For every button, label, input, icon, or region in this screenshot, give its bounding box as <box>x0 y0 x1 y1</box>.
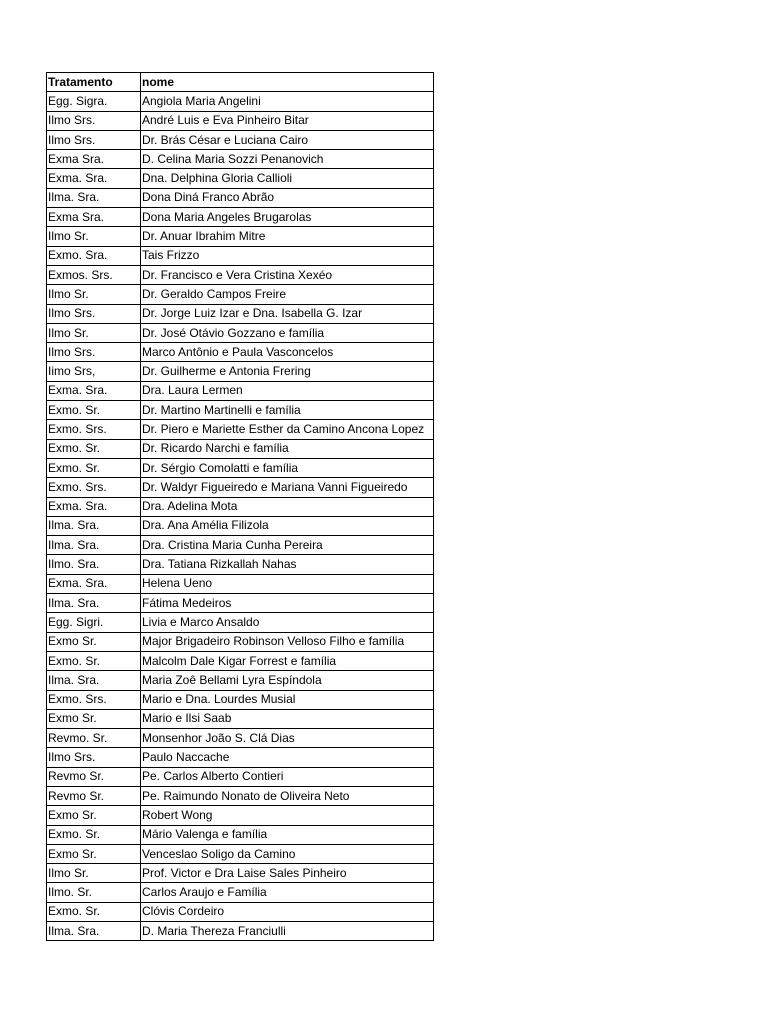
tratamento-cell[interactable]: Exmo. Sr. <box>47 651 141 670</box>
table-row <box>47 825 434 844</box>
table-row <box>47 111 434 130</box>
nome-cell[interactable]: Tais Frizzo <box>141 246 434 265</box>
nome-cell[interactable]: Livia e Marco Ansaldo <box>141 613 434 632</box>
nome-cell[interactable]: Carlos Araujo e Família <box>141 883 434 902</box>
tratamento-cell[interactable]: Exmo Sr. <box>47 632 141 651</box>
tratamento-cell[interactable]: Ilmo Srs. <box>47 111 141 130</box>
table-row <box>47 574 434 593</box>
nome-cell[interactable]: Maria Zoê Bellami Lyra Espíndola <box>141 671 434 690</box>
table-row <box>47 748 434 767</box>
table-row <box>47 381 434 400</box>
table-row <box>47 458 434 477</box>
table-row <box>47 246 434 265</box>
tratamento-cell[interactable]: Exmo Sr. <box>47 709 141 728</box>
nome-cell[interactable]: Dr. Piero e Mariette Esther da Camino Ancona Lopez <box>141 420 434 439</box>
table-row <box>47 343 434 362</box>
nome-cell[interactable]: Paulo Naccache <box>141 748 434 767</box>
table-row <box>47 594 434 613</box>
tratamento-cell[interactable]: Exmo. Sra. <box>47 246 141 265</box>
nome-cell[interactable]: Pe. Carlos Alberto Contieri <box>141 767 434 786</box>
table-row <box>47 632 434 651</box>
tratamento-cell[interactable]: Exmo. Srs. <box>47 420 141 439</box>
table-row <box>47 285 434 304</box>
tratamento-cell[interactable]: Ilmo Srs. <box>47 304 141 323</box>
table-row <box>47 555 434 574</box>
table-row <box>47 651 434 670</box>
nome-cell[interactable]: Dr. Guilherme e Antonia Frering <box>141 362 434 381</box>
spreadsheet-area <box>46 72 434 941</box>
table-body <box>47 92 434 941</box>
tratamento-cell[interactable]: Exmo Sr. <box>47 806 141 825</box>
header-row <box>47 73 434 92</box>
table-row <box>47 536 434 555</box>
tratamento-cell[interactable]: Exma Sra. <box>47 208 141 227</box>
tratamento-cell[interactable]: Exma. Sra. <box>47 574 141 593</box>
nome-cell[interactable]: Dr. Francisco e Vera Cristina Xexéo <box>141 265 434 284</box>
nome-cell[interactable]: Dr. Jorge Luiz Izar e Dna. Isabella G. Izar <box>141 304 434 323</box>
nome-cell[interactable]: Dr. Geraldo Campos Freire <box>141 285 434 304</box>
nome-cell[interactable]: Dra. Cristina Maria Cunha Pereira <box>141 536 434 555</box>
nome-cell[interactable]: Mario e Ilsi Saab <box>141 709 434 728</box>
tratamento-cell[interactable]: Exmo. Sr. <box>47 902 141 921</box>
table-row <box>47 227 434 246</box>
tratamento-cell[interactable]: Ilmo Srs. <box>47 343 141 362</box>
header-tratamento[interactable]: Tratamento <box>47 73 141 92</box>
nome-cell[interactable]: Monsenhor João S. Clá Dias <box>141 729 434 748</box>
table-row <box>47 439 434 458</box>
tratamento-cell[interactable]: Exma. Sra. <box>47 169 141 188</box>
nome-cell[interactable]: Fátima Medeiros <box>141 594 434 613</box>
table-row <box>47 844 434 863</box>
tratamento-cell[interactable]: Ilma. Sra. <box>47 922 141 941</box>
nome-cell[interactable]: Marco Antônio e Paula Vasconcelos <box>141 343 434 362</box>
nome-cell[interactable]: Dra. Ana Amélia Filizola <box>141 516 434 535</box>
nome-cell[interactable]: Clóvis Cordeiro <box>141 902 434 921</box>
table-row <box>47 497 434 516</box>
table-row <box>47 729 434 748</box>
nome-cell[interactable]: André Luis e Eva Pinheiro Bitar <box>141 111 434 130</box>
nome-cell[interactable]: Dr. Brás César e Luciana Cairo <box>141 130 434 149</box>
table-row <box>47 902 434 921</box>
tratamento-cell[interactable]: Ilmo Srs. <box>47 130 141 149</box>
table-row <box>47 362 434 381</box>
tratamento-cell[interactable]: Ilma. Sra. <box>47 594 141 613</box>
nome-cell[interactable]: Dona Diná Franco Abrão <box>141 188 434 207</box>
nome-cell[interactable]: Dr. Martino Martinelli e família <box>141 401 434 420</box>
tratamento-cell[interactable]: Ilmo Sr. <box>47 323 141 342</box>
nome-cell[interactable]: Dr. José Otávio Gozzano e família <box>141 323 434 342</box>
table-row <box>47 883 434 902</box>
tratamento-cell[interactable]: Ilmo Srs. <box>47 748 141 767</box>
table-row <box>47 208 434 227</box>
nome-cell[interactable]: Dra. Adelina Mota <box>141 497 434 516</box>
tratamento-cell[interactable]: Ilma. Sra. <box>47 536 141 555</box>
tratamento-cell[interactable]: Exmo. Sr. <box>47 439 141 458</box>
nome-cell[interactable]: D. Maria Thereza Franciulli <box>141 922 434 941</box>
tratamento-cell[interactable]: Exmo. Srs. <box>47 478 141 497</box>
table-row <box>47 401 434 420</box>
tratamento-cell[interactable]: Exmo. Sr. <box>47 458 141 477</box>
tratamento-cell[interactable]: Exmo. Sr. <box>47 401 141 420</box>
table-row <box>47 150 434 169</box>
nome-cell[interactable]: Mário Valenga e família <box>141 825 434 844</box>
tratamento-cell[interactable]: Ilmo Sr. <box>47 227 141 246</box>
tratamento-cell[interactable]: Ilma. Sra. <box>47 671 141 690</box>
table-row <box>47 671 434 690</box>
tratamento-cell[interactable]: Ilma. Sra. <box>47 188 141 207</box>
table-row <box>47 420 434 439</box>
nome-cell[interactable]: Dra. Tatiana Rizkallah Nahas <box>141 555 434 574</box>
nome-cell[interactable]: Dra. Laura Lermen <box>141 381 434 400</box>
tratamento-cell[interactable]: Exmo. Srs. <box>47 690 141 709</box>
guest-table <box>46 72 434 941</box>
table-row <box>47 786 434 805</box>
table-row <box>47 188 434 207</box>
tratamento-cell[interactable]: Iimo Srs, <box>47 362 141 381</box>
nome-cell[interactable]: Dna. Delphina Gloria Callioli <box>141 169 434 188</box>
table-row <box>47 690 434 709</box>
table-row <box>47 709 434 728</box>
tratamento-cell[interactable]: Ilma. Sra. <box>47 516 141 535</box>
nome-cell[interactable]: D. Celina Maria Sozzi Penanovich <box>141 150 434 169</box>
table-row <box>47 516 434 535</box>
table-row <box>47 613 434 632</box>
nome-cell[interactable]: Prof. Victor e Dra Laise Sales Pinheiro <box>141 864 434 883</box>
nome-cell[interactable]: Dr. Waldyr Figueiredo e Mariana Vanni Figueiredo <box>141 478 434 497</box>
nome-cell[interactable]: Dr. Sérgio Comolatti e família <box>141 458 434 477</box>
nome-cell[interactable]: Malcolm Dale Kigar Forrest e família <box>141 651 434 670</box>
table-row <box>47 169 434 188</box>
table-row <box>47 806 434 825</box>
header-nome[interactable]: nome <box>141 73 434 92</box>
tratamento-cell[interactable]: Exma Sra. <box>47 150 141 169</box>
tratamento-cell[interactable]: Ilmo. Sr. <box>47 883 141 902</box>
nome-cell[interactable]: Dr. Anuar Ibrahim Mitre <box>141 227 434 246</box>
tratamento-cell[interactable]: Exma. Sra. <box>47 381 141 400</box>
nome-cell[interactable]: Robert Wong <box>141 806 434 825</box>
table-row <box>47 92 434 111</box>
nome-cell[interactable]: Mario e Dna. Lourdes Musial <box>141 690 434 709</box>
tratamento-cell[interactable]: Exma. Sra. <box>47 497 141 516</box>
tratamento-cell[interactable]: Exmos. Srs. <box>47 265 141 284</box>
tratamento-cell[interactable]: Ilmo. Sra. <box>47 555 141 574</box>
nome-cell[interactable]: Dr. Ricardo Narchi e família <box>141 439 434 458</box>
tratamento-cell[interactable]: Revmo Sr. <box>47 767 141 786</box>
tratamento-cell[interactable]: Exmo. Sr. <box>47 825 141 844</box>
tratamento-cell[interactable]: Revmo Sr. <box>47 786 141 805</box>
tratamento-cell[interactable]: Ilmo Sr. <box>47 285 141 304</box>
nome-cell[interactable]: Helena Ueno <box>141 574 434 593</box>
nome-cell[interactable]: Angiola Maria Angelini <box>141 92 434 111</box>
table-row <box>47 922 434 941</box>
table-row <box>47 304 434 323</box>
table-row <box>47 767 434 786</box>
table-row <box>47 864 434 883</box>
tratamento-cell[interactable]: Exmo Sr. <box>47 844 141 863</box>
nome-cell[interactable]: Venceslao Soligo da Camino <box>141 844 434 863</box>
table-row <box>47 323 434 342</box>
tratamento-cell[interactable]: Ilmo Sr. <box>47 864 141 883</box>
nome-cell[interactable]: Pe. Raimundo Nonato de Oliveira Neto <box>141 786 434 805</box>
table-row <box>47 130 434 149</box>
nome-cell[interactable]: Major Brigadeiro Robinson Velloso Filho e família <box>141 632 434 651</box>
tratamento-cell[interactable]: Revmo. Sr. <box>47 729 141 748</box>
table-row <box>47 478 434 497</box>
tratamento-cell[interactable]: Egg. Sigri. <box>47 613 141 632</box>
tratamento-cell[interactable]: Egg. Sigra. <box>47 92 141 111</box>
nome-cell[interactable]: Dona Maria Angeles Brugarolas <box>141 208 434 227</box>
table-row <box>47 265 434 284</box>
